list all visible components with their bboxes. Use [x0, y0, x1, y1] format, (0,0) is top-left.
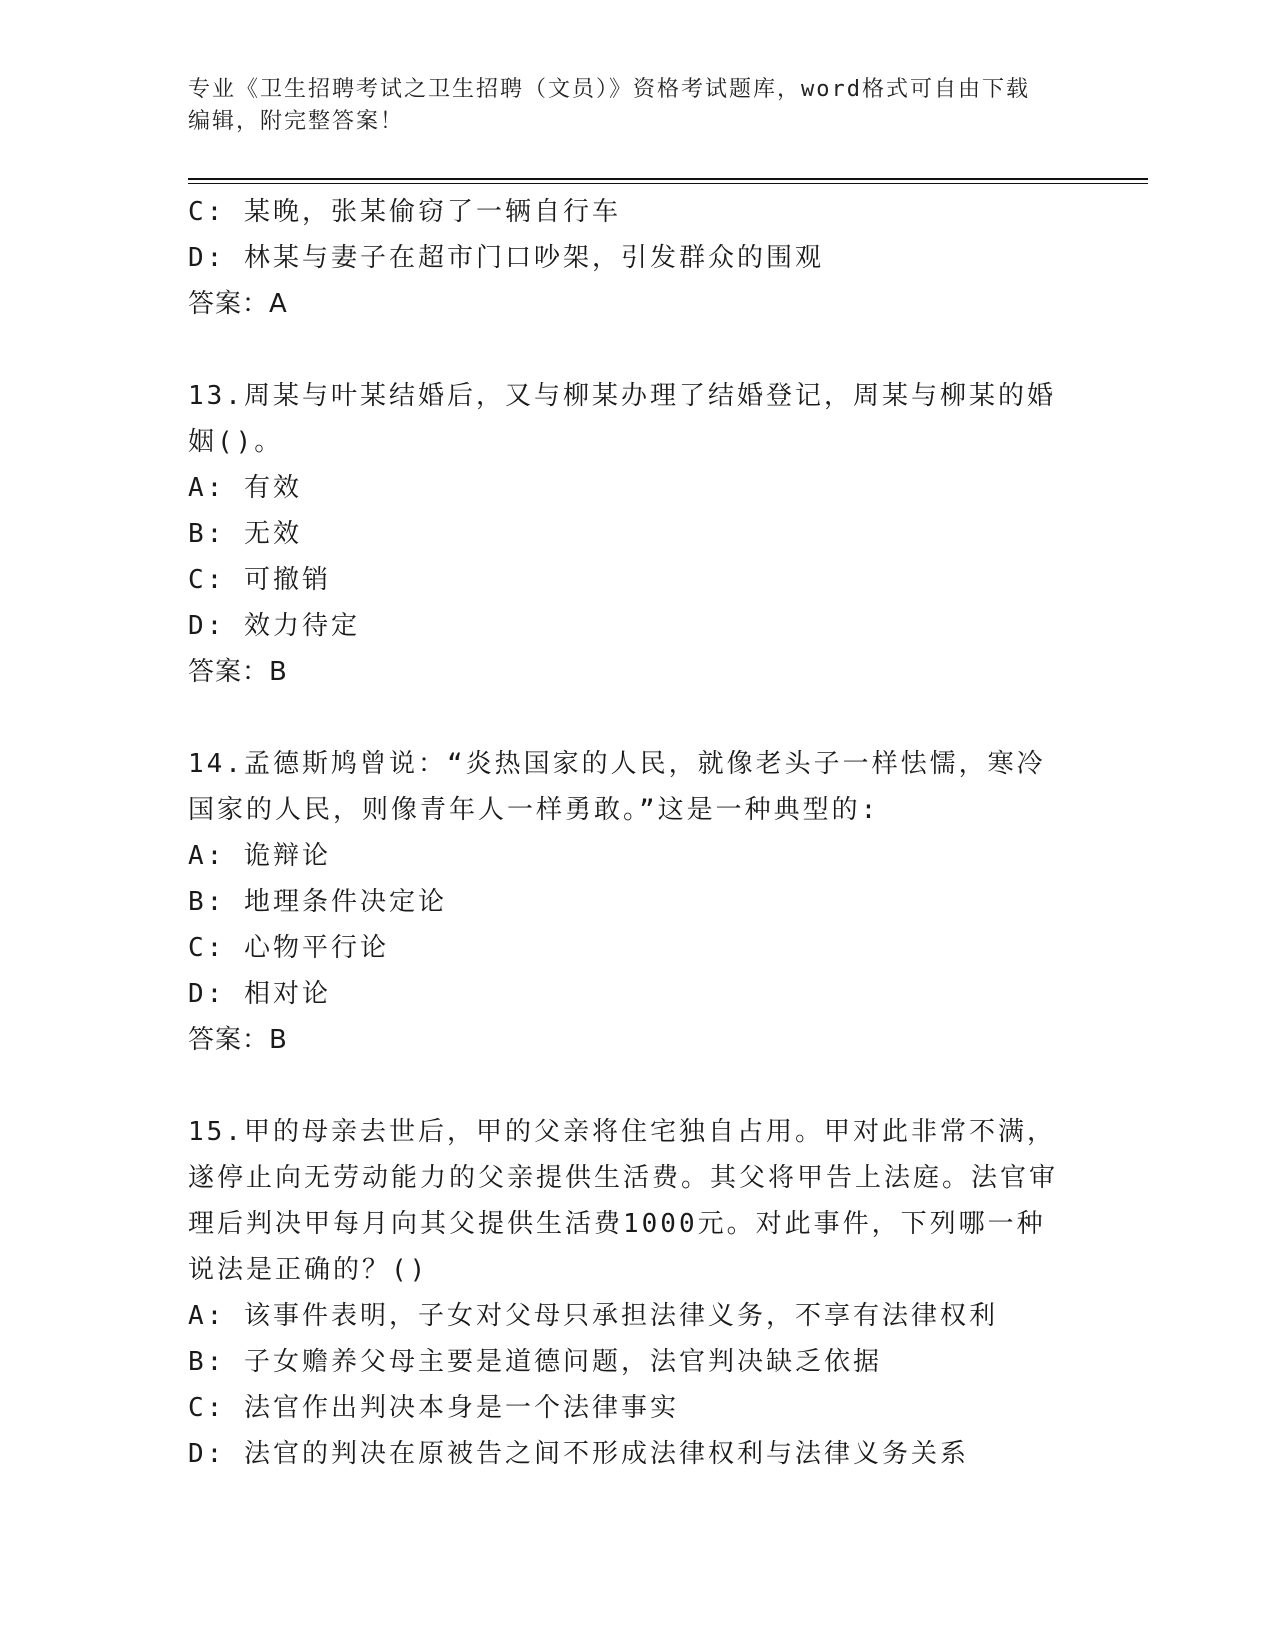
option-b: B: 地理条件决定论 — [188, 887, 447, 917]
option-b: B: 子女赡养父母主要是道德问题，法官判决缺乏依据 — [188, 1347, 882, 1377]
question-13 — [188, 373, 1088, 695]
question-text: 15.甲的母亲去世后，甲的父亲将住宅独自占用。甲对此非常不满，遂停止向无劳动能力的父亲提供生活费。其父将甲告上法庭。法官审理后判决甲每月向其父提供生活费1000元。对此事件，下列哪一种说法是正确的？() — [188, 1117, 1059, 1285]
option-c: C: 某晚，张某偷窃了一辆自行车 — [188, 197, 621, 227]
option-c: C: 法官作出判决本身是一个法律事实 — [188, 1393, 679, 1423]
option-a: A: 有效 — [188, 473, 302, 503]
option-d: D: 相对论 — [188, 979, 331, 1009]
option-b: B: 无效 — [188, 519, 302, 549]
answer-label: 答案：B — [188, 657, 288, 687]
option-d: D: 效力待定 — [188, 611, 360, 641]
spacer — [188, 327, 1088, 373]
option-d: D: 林某与妻子在超市门口吵架，引发群众的围观 — [188, 243, 824, 273]
question-15 — [188, 1109, 1088, 1477]
spacer — [188, 695, 1088, 741]
question-text: 14.孟德斯鸠曾说：“炎热国家的人民，就像老头子一样怯懦，寒冷国家的人民，则像青年人一样勇敢。”这是一种典型的: — [188, 749, 1046, 825]
question-14 — [188, 741, 1088, 1063]
question-text: 13.周某与叶某结婚后，又与柳某办理了结婚登记，周某与柳某的婚姻()。 — [188, 381, 1056, 457]
option-a: A: 诡辩论 — [188, 841, 331, 871]
question-prev — [188, 189, 1088, 327]
spacer — [188, 1063, 1088, 1109]
option-c: C: 心物平行论 — [188, 933, 389, 963]
option-d: D: 法官的判决在原被告之间不形成法律权利与法律义务关系 — [188, 1439, 969, 1469]
header-rule-thick — [188, 178, 1148, 180]
answer-label: 答案：B — [188, 1025, 288, 1055]
header-line-1: 专业《卫生招聘考试之卫生招聘（文员）》资格考试题库，word格式可自由下载 — [188, 77, 1030, 102]
header-line-2: 编辑，附完整答案！ — [188, 109, 405, 134]
document-header — [188, 74, 1088, 138]
option-c: C: 可撤销 — [188, 565, 331, 595]
option-a: A: 该事件表明，子女对父母只承担法律义务，不享有法律权利 — [188, 1301, 998, 1331]
answer-label: 答案：A — [188, 289, 288, 319]
header-rule-thin — [188, 183, 1148, 184]
question-list — [188, 189, 1088, 1477]
